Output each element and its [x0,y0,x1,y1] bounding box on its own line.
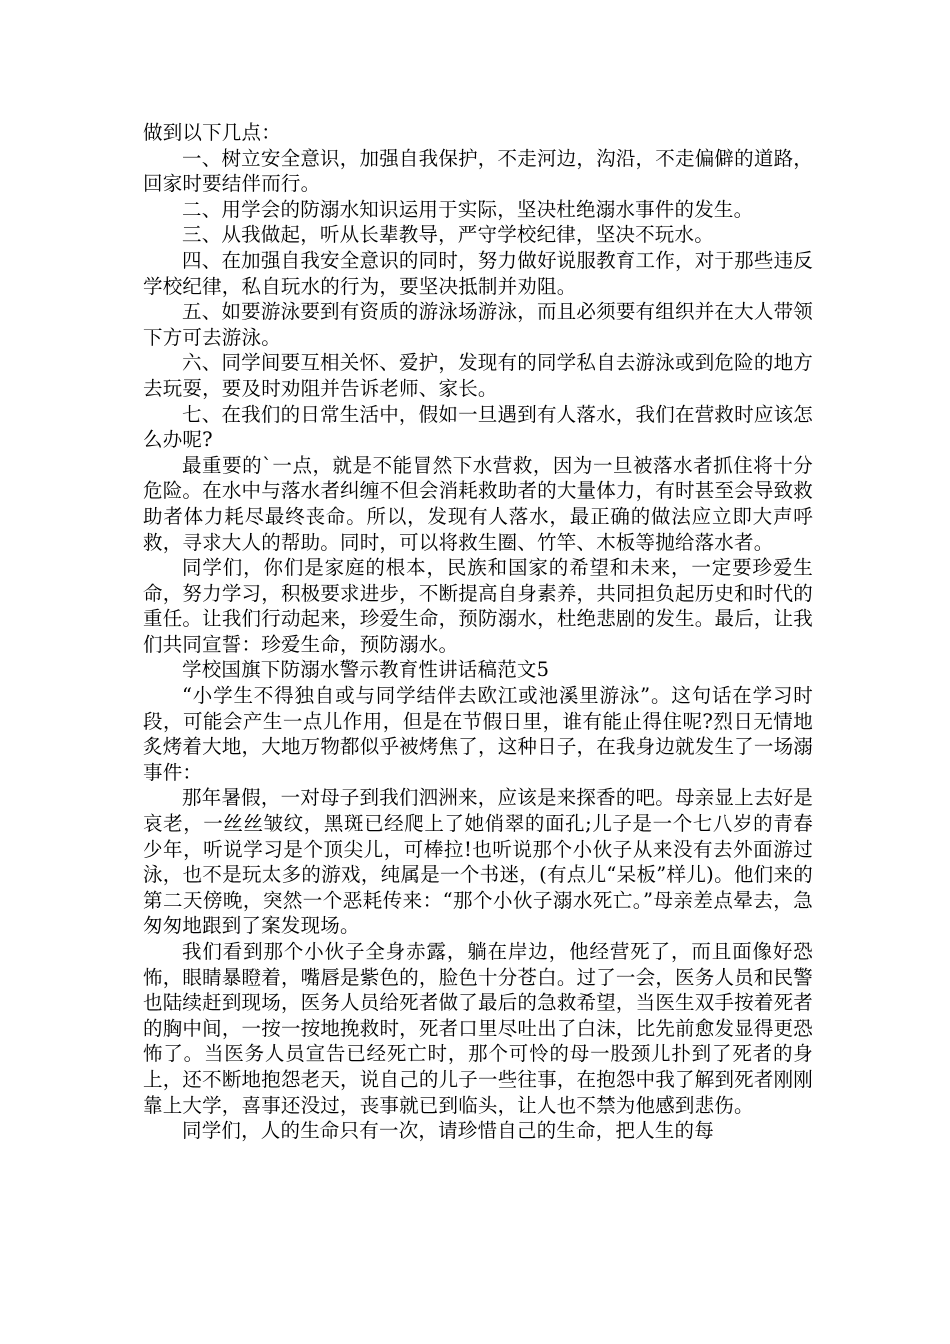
document-body [143,120,813,1144]
paragraph: “小学生不得独自或与同学结伴去欧江或池溪里游泳”。这句话在学习时段，可能会产生一点儿作用，但是在节假日里，谁有能止得住呢?烈日无情地炙烤着大地，大地万物都似乎被烤焦了，这种日子，在我身边就发生了一场溺事件： [143,684,813,784]
paragraph: 那年暑假，一对母子到我们泗洲来，应该是来探香的吧。母亲显上去好是哀老，一丝丝皱纹，黑斑已经爬上了她俏翠的面孔;儿子是一个七八岁的青春少年，听说学习是个顶尖儿，可棒拉!也听说那个小伙子从来没有去外面游过泳，也不是玩太多的游戏，纯属是一个书迷，(有点儿“呆板”样儿)。他们来的第二天傍晚，突然一个恶耗传来：“那个小伙子溺水死亡。”母亲差点晕去，急匆匆地跟到了案发现场。 [143,786,813,938]
paragraph: 我们看到那个小伙子全身赤露，躺在岸边，他经营死了，而且面像好恐怖，眼睛暴瞪着，嘴唇是紫色的，脸色十分苍白。过了一会，医务人员和民警也陆续赶到现场，医务人员给死者做了最后的急救希望，当医生双手按着死者的胸中间，一按一按地挽救时，死者口里尽吐出了白沫，比先前愈发显得更恐怖了。当医务人员宣告已经死亡时，那个可怜的母一股颈儿扑到了死者的身上，还不断地抱怨老天，说自己的儿子一些往事，在抱怨中我了解到死者刚刚靠上大学，喜事还没过，丧事就已到临头，让人也不禁为他感到悲伤。 [143,940,813,1117]
paragraph: 三、从我做起，听从长辈教导，严守学校纪律，坚决不玩水。 [182,223,714,247]
section-title: 学校国旗下防溺水警示教育性讲话稿范文5 [182,658,550,682]
paragraph: 最重要的`一点，就是不能冒然下水营救，因为一旦被落水者抓住将十分危险。在水中与落水者纠缠不但会消耗救助者的大量体力，有时甚至会导致救助者体力耗尽最终丧命。所以，发现有人落水，最正确的做法应立即大声呼救，寻求大人的帮助。同时，可以将救生圈、竹竿、木板等抛给落水者。 [143,453,813,554]
paragraph: 同学们，你们是家庭的根本，民族和国家的希望和未来，一定要珍爱生命，努力学习，积极要求进步，不断提高自身素养，共同担负起历史和时代的重任。让我们行动起来，珍爱生命，预防溺水，杜绝悲剧的发生。最后，让我们共同宣誓：珍爱生命，预防溺水。 [143,556,813,656]
paragraph: 六、同学间要互相关怀、爱护，发现有的同学私自去游泳或到危险的地方去玩耍，要及时劝阻并告诉老师、家长。 [143,351,813,400]
paragraph: 四、在加强自我安全意识的同时，努力做好说服教育工作，对于那些违反学校纪律，私自玩水的行为，要坚决抵制并劝阻。 [143,248,813,298]
paragraph: 一、树立安全意识，加强自我保护，不走河边，沟沿，不走偏僻的道路，回家时要结伴而行。 [143,146,813,196]
paragraph: 做到以下几点： [143,121,281,144]
paragraph: 同学们，人的生命只有一次，请珍惜自己的生命，把人生的每 [182,1119,714,1143]
paragraph: 五、如要游泳要到有资质的游泳场游泳，而且必须要有组织并在大人带领下方可去游泳。 [143,300,813,349]
paragraph: 七、在我们的日常生活中，假如一旦遇到有人落水，我们在营救时应该怎么办呢? [143,402,813,452]
paragraph: 二、用学会的防溺水知识运用于实际，坚决杜绝溺水事件的发生。 [182,197,754,221]
